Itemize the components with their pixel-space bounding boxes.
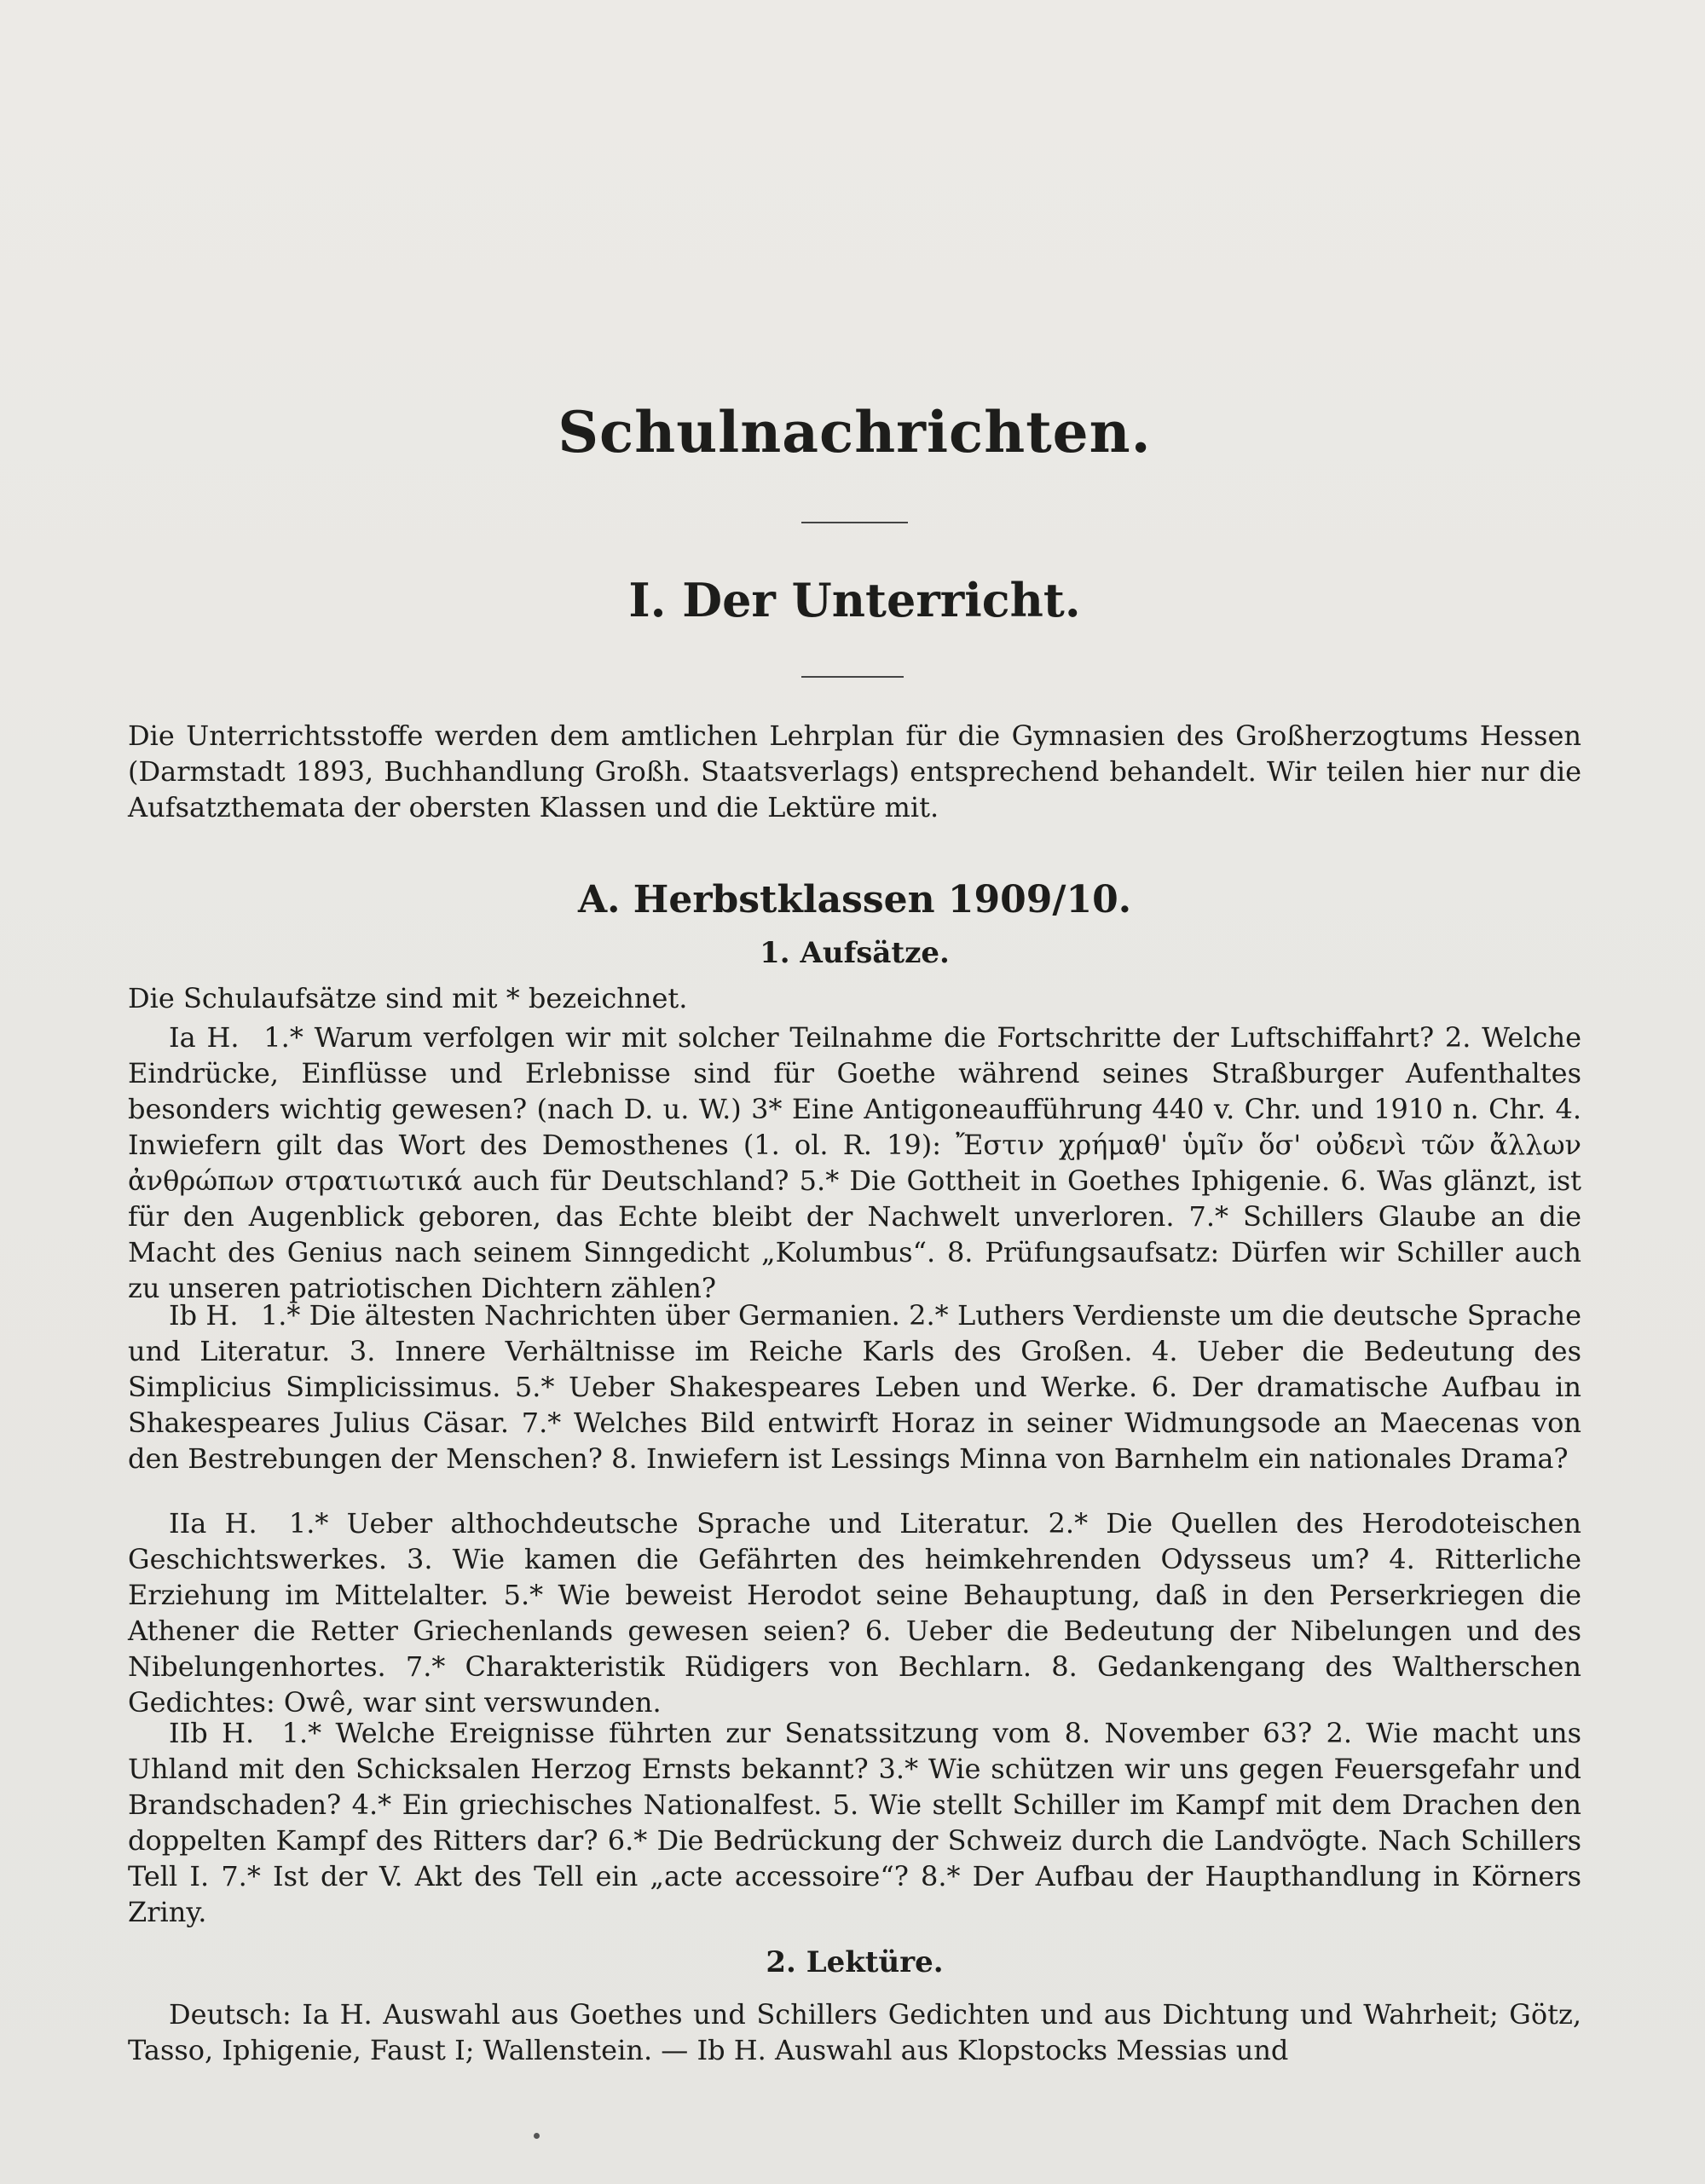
page-title: Schulnachrichten.	[558, 399, 1152, 465]
entry-text: 1.* Ueber althochdeutsche Sprache und Literatur. 2.* Die Quellen des Herodoteischen Geschichtswerkes. 3. Wie kamen die Gefährten des heimkehrenden Odysseus um? 4. Ritterliche Erziehung im Mittelalter. 5.* Wie beweist Herodot seine Behauptung, daß in den Perserkriegen die Athener die Retter Griechenlands gewesen seien? 6. Ueber die Bedeutung der Nibelungen und des Nibelungenhortes. 7.* Charakteristik Rüdigers von Bechlarn. 8. Gedankengang des Waltherschen Gedichtes: Owê, war sint verswunden.	[128, 1507, 1582, 1719]
section-title: I. Der Unterricht.	[628, 573, 1081, 627]
essay-entry-iib	[128, 1715, 1581, 1930]
essay-entry-ib	[128, 1297, 1581, 1476]
subsection-essays-heading: 1. Aufsätze.	[760, 936, 950, 970]
entry-text: 1.* Die ältesten Nachrichten über Germanien. 2.* Luthers Verdienste um die deutsche Sprache und Literatur. 3. Innere Verhältnisse im Reiche Karls des Großen. 4. Ueber die Bedeutung des Simplicius Simplicissimus. 5.* Ueber Shakespeares Leben und Werke. 6. Der dramatische Aufbau in Shakespeares Julius Cäsar. 7.* Welches Bild entwirft Horaz in seiner Widmungsode an Maecenas von den Bestrebungen der Menschen? 8. Inwiefern ist Lessings Minna von Barnhelm ein nationales Drama?	[128, 1299, 1582, 1475]
entry-text: 1.* Warum verfolgen wir mit solcher Teilnahme die Fortschritte der Luftschiffahrt? 2. Welche Eindrücke, Einflüsse und Erlebnisse sind für Goethe während seines Straßburger Aufenthaltes besonders wichtig gewesen? (nach D. u. W.) 3* Eine Antigoneaufführung 440 v. Chr. und 1910 n. Chr. 4. Inwiefern gilt das Wort des Demosthenes (1. ol. R. 19): Ἔστιν χρήμαθ' ὑμῖν ὅσ' οὐδενὶ τῶν ἄλλων ἀνθρώπων στρατιωτικά auch für Deutschland? 5.* Die Gottheit in Goethes Iphigenie. 6. Was glänzt, ist für den Augenblick geboren, das Echte bleibt der Nachwelt unverloren. 7.* Schillers Glaube an die Macht des Genius nach seinem Sinngedicht „Kolumbus“. 8. Prüfungsaufsatz: Dürfen wir Schiller auch zu unseren patriotischen Dichtern zählen?	[128, 1021, 1582, 1304]
section-divider	[801, 676, 904, 678]
intro-paragraph: Die Unterrichtsstoffe werden dem amtlichen Lehrplan für die Gymnasien des Großherzogtums Hessen (Darmstadt 1893, Buchhandlung Großh. Staatsverlags) entsprechend behandelt. Wir teilen hier nur die Aufsatzthemata der obersten Klassen und die Lektüre mit.	[128, 719, 1581, 823]
essay-entry-iia	[128, 1505, 1581, 1720]
reading-paragraph	[128, 1996, 1581, 2068]
entry-label: Ia H.	[169, 1021, 240, 1054]
entry-text: 1.* Welche Ereignisse führten zur Senatssitzung vom 8. November 63? 2. Wie macht uns Uhland mit den Schicksalen Herzog Ernsts bekannt? 3.* Wie schützen wir uns gegen Feuersgefahr und Brandschaden? 4.* Ein griechisches Nationalfest. 5. Wie stellt Schiller im Kampf mit dem Drachen den doppelten Kampf des Ritters dar? 6.* Die Bedrückung der Schweiz durch die Landvögte. Nach Schillers Tell I. 7.* Ist der V. Akt des Tell ein „acte accessoire“? 8.* Der Aufbau der Haupthandlung in Körners Zriny.	[128, 1717, 1582, 1928]
entry-label: IIb H.	[169, 1717, 255, 1749]
essays-note: Die Schulaufsätze sind mit * bezeichnet.	[128, 982, 688, 1014]
title-divider	[801, 522, 908, 523]
essay-entry-ia	[128, 1020, 1581, 1306]
print-speck	[534, 2133, 540, 2139]
entry-label: Ib H.	[169, 1299, 239, 1332]
subsection-heading: A. Herbstklassen 1909/10.	[577, 878, 1132, 922]
reading-text: Deutsch: Ia H. Auswahl aus Goethes und Schillers Gedichten und aus Dichtung und Wahrheit; Götz, Tasso, Iphigenie, Faust I; Wallenstein. — Ib H. Auswahl aus Klopstocks Messias und	[128, 1998, 1581, 2066]
entry-label: IIa H.	[169, 1507, 257, 1540]
subsection-reading-heading: 2. Lektüre.	[766, 1945, 944, 1979]
